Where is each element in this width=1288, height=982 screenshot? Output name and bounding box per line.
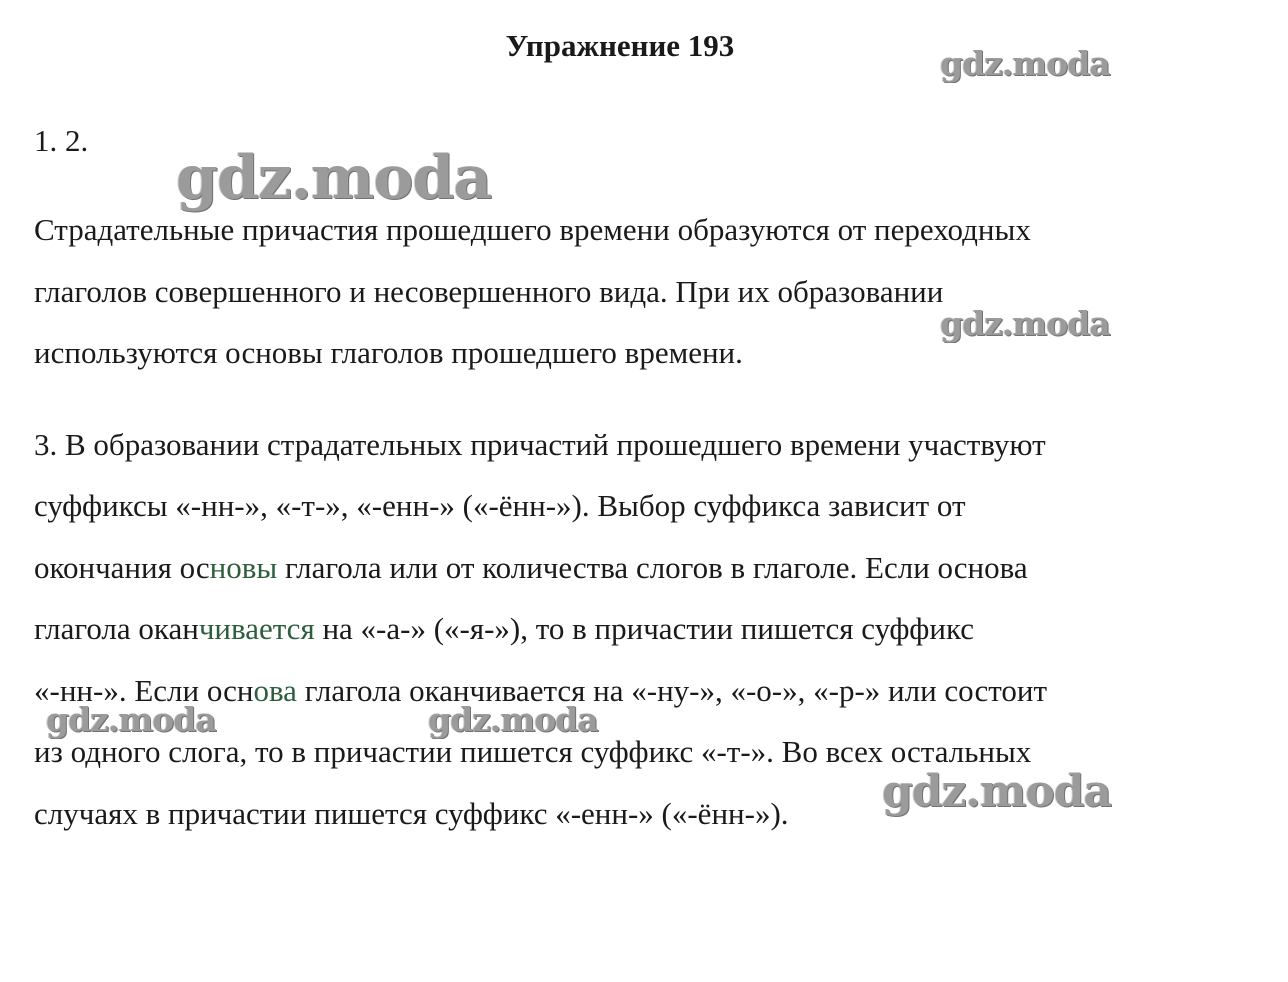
watermark: gdz.moda [940,304,1110,343]
paragraph-line [34,548,1028,588]
paragraph-line [34,609,974,649]
text-segment: на «-а-» («-я-»), то в причастии пишется суффикс [314,611,975,646]
paragraph-line: Страдательные причастия прошедшего времени образуются от переходных [34,212,1031,247]
watermark: gdz.moda [882,766,1112,817]
paragraph-line: используются основы глаголов прошедшего времени. [34,335,743,370]
highlighted-text: ова [253,673,297,708]
text-segment: глагола оканчивается на «-ну-», «-о-», «-р-» или состоит [296,673,1047,708]
paragraph-line: из одного слога, то в причастии пишется суффикс «-т-». Во всех остальных [34,734,1032,769]
exercise-title: Упражнение 193 [505,28,735,63]
paragraph-line: случаях в причастии пишется суффикс «-енн-» («-ённ-»). [34,796,789,831]
text-segment: окончания ос [34,550,210,585]
watermark: gdz.moda [46,700,216,739]
watermark: gdz.moda [428,700,598,739]
watermark: gdz.moda [176,143,492,213]
paragraph-line: суффиксы «-нн-», «-т-», «-енн-» («-ённ-»). Выбор суффикса зависит от [34,488,966,523]
paragraph-line: глаголов совершенного и несовершенного вида. При их образовании [34,274,944,309]
watermark: gdz.moda [940,44,1110,83]
text-segment: «-нн-». Если осн [34,673,254,708]
paragraph-line: 3. В образовании страдательных причастий прошедшего времени участвуют [34,427,1046,462]
text-segment: глагола окан [34,611,199,646]
highlighted-text: новы [209,550,278,585]
list-marker: 1. 2. [34,123,89,158]
text-segment: глагола или от количества слогов в глаголе. Если основа [277,550,1028,585]
highlighted-text: чивается [198,611,315,646]
